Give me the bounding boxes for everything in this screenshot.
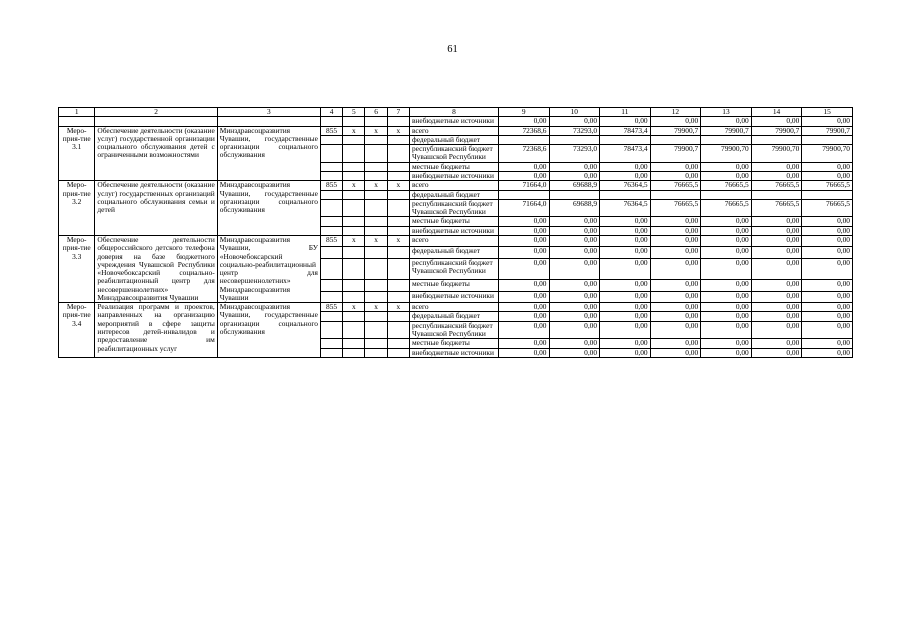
- amount-cell: 76665,5: [701, 181, 752, 190]
- empty-cell: [320, 312, 342, 321]
- empty-cell: [365, 171, 387, 180]
- empty-cell: [365, 339, 387, 348]
- amount-cell: 0,00: [549, 247, 600, 258]
- amount-cell: 0,00: [650, 348, 701, 357]
- table-row: [59, 126, 853, 135]
- empty-cell: [343, 258, 365, 280]
- amount-cell: 0,00: [701, 321, 752, 339]
- amount-cell: [600, 190, 651, 199]
- empty-cell: [365, 117, 387, 126]
- amount-cell: 0,00: [600, 280, 651, 291]
- empty-cell: [365, 135, 387, 144]
- amount-cell: 0,00: [751, 117, 802, 126]
- empty-cell: [320, 117, 342, 126]
- empty-cell: [387, 291, 409, 302]
- amount-cell: 71664,0: [498, 181, 549, 190]
- amount-cell: 0,00: [600, 235, 651, 246]
- amount-cell: [751, 135, 802, 144]
- amount-cell: 78473,4: [600, 126, 651, 135]
- funding-source: внебюджетные источники: [409, 117, 498, 126]
- empty-cell: [387, 247, 409, 258]
- empty-cell: [343, 145, 365, 163]
- amount-cell: 0,00: [650, 162, 701, 171]
- amount-cell: 0,00: [802, 291, 853, 302]
- empty-cell: [217, 117, 320, 126]
- funding-source: местные бюджеты: [409, 162, 498, 171]
- amount-cell: 76665,5: [650, 181, 701, 190]
- empty-cell: [365, 199, 387, 217]
- amount-cell: 0,00: [650, 226, 701, 235]
- empty-cell: [365, 321, 387, 339]
- amount-cell: [751, 190, 802, 199]
- funding-source: республиканский бюджет Чувашской Республики: [409, 199, 498, 217]
- empty-cell: [320, 226, 342, 235]
- amount-cell: 0,00: [549, 321, 600, 339]
- amount-cell: 0,00: [751, 339, 802, 348]
- amount-cell: 0,00: [650, 321, 701, 339]
- empty-cell: [365, 348, 387, 357]
- empty-cell: [343, 190, 365, 199]
- empty-cell: [343, 312, 365, 321]
- amount-cell: 78473,4: [600, 145, 651, 163]
- amount-cell: 76665,5: [751, 199, 802, 217]
- funding-source: федеральный бюджет: [409, 247, 498, 258]
- empty-cell: [365, 217, 387, 226]
- funding-source: местные бюджеты: [409, 339, 498, 348]
- amount-cell: [549, 190, 600, 199]
- empty-cell: [365, 247, 387, 258]
- funding-source: федеральный бюджет: [409, 135, 498, 144]
- column-header: 7: [387, 108, 409, 117]
- budget-code: 855: [320, 235, 342, 246]
- empty-cell: [387, 199, 409, 217]
- empty-cell: [95, 117, 217, 126]
- column-header: 8: [409, 108, 498, 117]
- column-header: 3: [217, 108, 320, 117]
- amount-cell: 0,00: [802, 171, 853, 180]
- empty-cell: [365, 258, 387, 280]
- amount-cell: [549, 135, 600, 144]
- empty-cell: [343, 291, 365, 302]
- table-row: [59, 303, 853, 312]
- empty-cell: [387, 190, 409, 199]
- empty-cell: [387, 117, 409, 126]
- amount-cell: 0,00: [802, 117, 853, 126]
- funding-source: местные бюджеты: [409, 217, 498, 226]
- amount-cell: 0,00: [701, 117, 752, 126]
- empty-cell: [343, 280, 365, 291]
- amount-cell: 0,00: [549, 339, 600, 348]
- code-x: х: [387, 126, 409, 135]
- amount-cell: 0,00: [701, 226, 752, 235]
- amount-cell: 0,00: [751, 321, 802, 339]
- funding-source: республиканский бюджет Чувашской Республики: [409, 145, 498, 163]
- measure-description: Реализация программ и проектов, направленных на организацию мероприятий в сфере защиты интересов детей-инвалидов и предоставление им реабилитационных услуг: [95, 303, 217, 358]
- amount-cell: 0,00: [600, 291, 651, 302]
- amount-cell: 0,00: [600, 217, 651, 226]
- amount-cell: 76364,5: [600, 181, 651, 190]
- amount-cell: 0,00: [600, 303, 651, 312]
- empty-cell: [343, 135, 365, 144]
- funding-source: всего: [409, 126, 498, 135]
- column-header: 6: [365, 108, 387, 117]
- amount-cell: 73293,0: [549, 126, 600, 135]
- amount-cell: 0,00: [701, 348, 752, 357]
- empty-cell: [343, 162, 365, 171]
- amount-cell: 0,00: [802, 226, 853, 235]
- measure-description: Обеспечение деятельности общероссийского детского телефона доверия на базе бюджетного учреждения Чувашской Республики «Новочебоксарский социально-реабилитационный центр для несовершеннолетних» Минздравсоцразвития Чувашии: [95, 235, 217, 302]
- amount-cell: 0,00: [751, 217, 802, 226]
- amount-cell: 0,00: [600, 321, 651, 339]
- funding-source: внебюджетные источники: [409, 226, 498, 235]
- funding-source: федеральный бюджет: [409, 190, 498, 199]
- amount-cell: 0,00: [498, 162, 549, 171]
- measure-number: Меро-прия-тие 3.3: [59, 235, 95, 302]
- amount-cell: 0,00: [549, 117, 600, 126]
- amount-cell: 0,00: [701, 162, 752, 171]
- amount-cell: 79900,7: [650, 145, 701, 163]
- page-number: 61: [447, 44, 458, 55]
- amount-cell: 0,00: [600, 258, 651, 280]
- measure-description: Обеспечение деятельности (оказание услуг) государственных организаций социального обслуживания семьи и детей: [95, 181, 217, 236]
- amount-cell: 0,00: [600, 117, 651, 126]
- amount-cell: 0,00: [498, 247, 549, 258]
- amount-cell: 0,00: [498, 321, 549, 339]
- empty-cell: [365, 162, 387, 171]
- empty-cell: [320, 348, 342, 357]
- amount-cell: 73293,0: [549, 145, 600, 163]
- empty-cell: [343, 171, 365, 180]
- amount-cell: 71664,0: [498, 199, 549, 217]
- funding-source: всего: [409, 235, 498, 246]
- amount-cell: 0,00: [802, 339, 853, 348]
- empty-cell: [320, 145, 342, 163]
- amount-cell: 0,00: [600, 171, 651, 180]
- empty-cell: [387, 171, 409, 180]
- amount-cell: [498, 135, 549, 144]
- empty-cell: [320, 291, 342, 302]
- amount-cell: 79900,70: [701, 145, 752, 163]
- measure-number: Меро-прия-тие 3.4: [59, 303, 95, 358]
- amount-cell: 0,00: [802, 303, 853, 312]
- measure-executor: Минздравсоцразвития Чувашии, государственные организации социального обслуживания: [217, 126, 320, 181]
- amount-cell: 0,00: [549, 171, 600, 180]
- amount-cell: 0,00: [751, 235, 802, 246]
- amount-cell: 0,00: [701, 303, 752, 312]
- budget-code: 855: [320, 303, 342, 312]
- empty-cell: [343, 117, 365, 126]
- amount-cell: 0,00: [650, 339, 701, 348]
- code-x: х: [365, 126, 387, 135]
- amount-cell: 0,00: [498, 312, 549, 321]
- column-header: 13: [701, 108, 752, 117]
- empty-cell: [320, 321, 342, 339]
- empty-cell: [387, 339, 409, 348]
- amount-cell: 0,00: [802, 312, 853, 321]
- amount-cell: 0,00: [498, 171, 549, 180]
- amount-cell: 0,00: [650, 303, 701, 312]
- code-x: х: [387, 303, 409, 312]
- amount-cell: 0,00: [701, 280, 752, 291]
- funding-source: внебюджетные источники: [409, 348, 498, 357]
- funding-source: республиканский бюджет Чувашской Республики: [409, 258, 498, 280]
- budget-code: 855: [320, 181, 342, 190]
- amount-cell: 76364,5: [600, 199, 651, 217]
- amount-cell: 79900,70: [751, 145, 802, 163]
- empty-cell: [387, 321, 409, 339]
- column-header: 1: [59, 108, 95, 117]
- amount-cell: 0,00: [498, 217, 549, 226]
- amount-cell: 0,00: [498, 339, 549, 348]
- amount-cell: 0,00: [701, 312, 752, 321]
- column-header: 4: [320, 108, 342, 117]
- amount-cell: 0,00: [701, 171, 752, 180]
- empty-cell: [387, 135, 409, 144]
- amount-cell: 79900,7: [802, 126, 853, 135]
- amount-cell: 0,00: [802, 280, 853, 291]
- amount-cell: [802, 190, 853, 199]
- amount-cell: 0,00: [751, 291, 802, 302]
- empty-cell: [320, 199, 342, 217]
- funding-source: республиканский бюджет Чувашской Республики: [409, 321, 498, 339]
- amount-cell: 0,00: [701, 258, 752, 280]
- column-header: 5: [343, 108, 365, 117]
- budget-table: [58, 107, 853, 358]
- amount-cell: 79900,70: [802, 145, 853, 163]
- amount-cell: 0,00: [498, 291, 549, 302]
- column-header: 11: [600, 108, 651, 117]
- amount-cell: 0,00: [751, 280, 802, 291]
- empty-cell: [320, 217, 342, 226]
- column-header: 14: [751, 108, 802, 117]
- code-x: х: [365, 181, 387, 190]
- amount-cell: 0,00: [802, 348, 853, 357]
- amount-cell: [498, 190, 549, 199]
- amount-cell: 0,00: [600, 162, 651, 171]
- empty-cell: [320, 171, 342, 180]
- empty-cell: [343, 199, 365, 217]
- column-header: 2: [95, 108, 217, 117]
- amount-cell: 0,00: [802, 217, 853, 226]
- amount-cell: 0,00: [498, 280, 549, 291]
- amount-cell: 0,00: [549, 226, 600, 235]
- amount-cell: 0,00: [650, 258, 701, 280]
- funding-source: всего: [409, 181, 498, 190]
- budget-code: 855: [320, 126, 342, 135]
- code-x: х: [343, 126, 365, 135]
- measure-description: Обеспечение деятельности (оказание услуг) государственной организации социального обслуживания детей с ограниченными возможностями: [95, 126, 217, 181]
- amount-cell: 0,00: [802, 235, 853, 246]
- empty-cell: [320, 280, 342, 291]
- amount-cell: 0,00: [549, 303, 600, 312]
- empty-cell: [387, 312, 409, 321]
- code-x: х: [387, 235, 409, 246]
- empty-cell: [320, 339, 342, 348]
- column-header: 12: [650, 108, 701, 117]
- empty-cell: [320, 135, 342, 144]
- empty-cell: [387, 145, 409, 163]
- amount-cell: [650, 135, 701, 144]
- funding-source: всего: [409, 303, 498, 312]
- funding-source: внебюджетные источники: [409, 291, 498, 302]
- amount-cell: [600, 135, 651, 144]
- amount-cell: 0,00: [600, 247, 651, 258]
- column-header: 10: [549, 108, 600, 117]
- amount-cell: 0,00: [701, 235, 752, 246]
- empty-cell: [365, 226, 387, 235]
- amount-cell: 72368,6: [498, 126, 549, 135]
- amount-cell: 0,00: [549, 312, 600, 321]
- empty-cell: [320, 258, 342, 280]
- empty-cell: [387, 258, 409, 280]
- amount-cell: 0,00: [751, 171, 802, 180]
- code-x: х: [343, 181, 365, 190]
- code-x: х: [365, 235, 387, 246]
- amount-cell: 0,00: [751, 247, 802, 258]
- empty-cell: [387, 280, 409, 291]
- measure-number: Меро-прия-тие 3.2: [59, 181, 95, 236]
- amount-cell: 0,00: [549, 258, 600, 280]
- empty-cell: [387, 162, 409, 171]
- amount-cell: 76665,5: [751, 181, 802, 190]
- amount-cell: 0,00: [650, 247, 701, 258]
- code-x: х: [343, 235, 365, 246]
- amount-cell: 0,00: [751, 226, 802, 235]
- amount-cell: 0,00: [650, 171, 701, 180]
- amount-cell: 0,00: [701, 339, 752, 348]
- amount-cell: 0,00: [600, 339, 651, 348]
- header-row: [59, 108, 853, 117]
- empty-cell: [59, 117, 95, 126]
- empty-cell: [343, 217, 365, 226]
- amount-cell: 0,00: [650, 291, 701, 302]
- amount-cell: 0,00: [650, 117, 701, 126]
- amount-cell: [802, 135, 853, 144]
- amount-cell: 0,00: [549, 280, 600, 291]
- empty-cell: [365, 145, 387, 163]
- amount-cell: 0,00: [802, 258, 853, 280]
- empty-cell: [343, 348, 365, 357]
- empty-cell: [343, 226, 365, 235]
- code-x: х: [365, 303, 387, 312]
- empty-cell: [387, 226, 409, 235]
- amount-cell: 0,00: [498, 258, 549, 280]
- funding-source: внебюджетные источники: [409, 171, 498, 180]
- amount-cell: 76665,5: [802, 181, 853, 190]
- amount-cell: 0,00: [701, 291, 752, 302]
- amount-cell: [701, 135, 752, 144]
- amount-cell: 72368,6: [498, 145, 549, 163]
- column-header: 15: [802, 108, 853, 117]
- amount-cell: 0,00: [549, 162, 600, 171]
- funding-source: местные бюджеты: [409, 280, 498, 291]
- code-x: х: [343, 303, 365, 312]
- amount-cell: 0,00: [802, 247, 853, 258]
- amount-cell: 0,00: [498, 303, 549, 312]
- amount-cell: 76665,5: [650, 199, 701, 217]
- amount-cell: 79900,7: [650, 126, 701, 135]
- amount-cell: 0,00: [751, 303, 802, 312]
- amount-cell: 0,00: [751, 162, 802, 171]
- amount-cell: 79900,7: [701, 126, 752, 135]
- amount-cell: [650, 190, 701, 199]
- amount-cell: 0,00: [650, 312, 701, 321]
- empty-cell: [343, 247, 365, 258]
- amount-cell: 0,00: [498, 348, 549, 357]
- amount-cell: 69688,9: [549, 181, 600, 190]
- empty-cell: [365, 280, 387, 291]
- empty-cell: [387, 217, 409, 226]
- empty-cell: [320, 162, 342, 171]
- amount-cell: 0,00: [498, 226, 549, 235]
- amount-cell: 0,00: [650, 217, 701, 226]
- amount-cell: 0,00: [802, 321, 853, 339]
- amount-cell: 0,00: [549, 291, 600, 302]
- measure-executor: Минздравсоцразвития Чувашии, государственные организации социального обслуживания: [217, 181, 320, 236]
- amount-cell: 0,00: [549, 348, 600, 357]
- measure-executor: Минздравсоцразвития Чувашии, БУ «Новочебоксарский социально-реабилитационный центр для несовершеннолетних» Минздравсоцразвития Чувашии: [217, 235, 320, 302]
- amount-cell: [701, 190, 752, 199]
- amount-cell: 0,00: [751, 312, 802, 321]
- measure-executor: Минздравсоцразвития Чувашии, государственные организации социального обслуживания: [217, 303, 320, 358]
- empty-cell: [320, 247, 342, 258]
- amount-cell: 69688,9: [549, 199, 600, 217]
- amount-cell: 79900,7: [751, 126, 802, 135]
- table-row: [59, 181, 853, 190]
- amount-cell: 0,00: [701, 217, 752, 226]
- amount-cell: 0,00: [600, 348, 651, 357]
- amount-cell: 0,00: [600, 312, 651, 321]
- empty-cell: [365, 190, 387, 199]
- funding-source: федеральный бюджет: [409, 312, 498, 321]
- table-row: [59, 117, 853, 126]
- amount-cell: 0,00: [751, 258, 802, 280]
- amount-cell: 0,00: [650, 235, 701, 246]
- amount-cell: 0,00: [498, 235, 549, 246]
- code-x: х: [387, 181, 409, 190]
- amount-cell: 0,00: [498, 117, 549, 126]
- amount-cell: 0,00: [549, 217, 600, 226]
- amount-cell: 76665,5: [701, 199, 752, 217]
- empty-cell: [320, 190, 342, 199]
- amount-cell: 0,00: [600, 226, 651, 235]
- amount-cell: 0,00: [701, 247, 752, 258]
- amount-cell: 0,00: [650, 280, 701, 291]
- empty-cell: [343, 339, 365, 348]
- empty-cell: [365, 312, 387, 321]
- empty-cell: [343, 321, 365, 339]
- amount-cell: 76665,5: [802, 199, 853, 217]
- amount-cell: 0,00: [549, 235, 600, 246]
- amount-cell: 0,00: [802, 162, 853, 171]
- table-row: [59, 235, 853, 246]
- empty-cell: [387, 348, 409, 357]
- amount-cell: 0,00: [751, 348, 802, 357]
- empty-cell: [365, 291, 387, 302]
- measure-number: Меро-прия-тие 3.1: [59, 126, 95, 181]
- column-header: 9: [498, 108, 549, 117]
